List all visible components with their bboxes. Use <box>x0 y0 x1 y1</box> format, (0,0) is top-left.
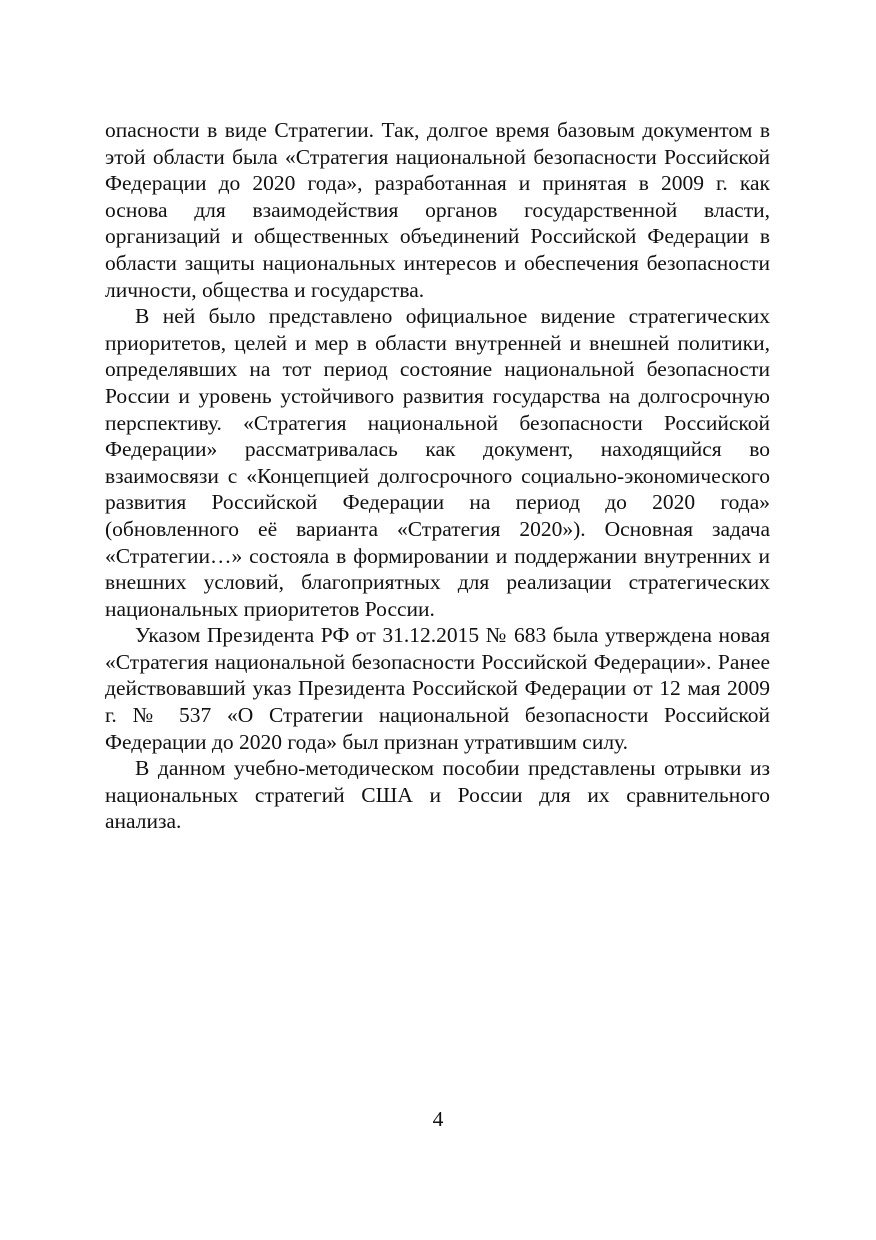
paragraph-2: В ней было представлено официальное видение стратегических приоритетов, целей и мер в области внутренней и внешней политики, определявших на тот период состояние национальной безопасности России и уровень устойчивого развития государства на долгосрочную перспективу. «Стратегия национальной безопасности Российской Федерации» рассматривалась как документ, находящийся во взаимосвязи с «Концепцией долгосрочного социально-экономического развития Российской Федерации на период до 2020 года» (обновленного её варианта «Стратегия 2020»). Основная задача «Стратегии…» состояла в формировании и поддержании внутренних и внешних условий, благоприятных для реализации стратегических национальных приоритетов России. <box>105 304 770 621</box>
paragraph-4: В данном учебно-методическом пособии представлены отрывки из национальных стратегий США и России для их сравнительного анализа. <box>105 756 770 834</box>
body-text <box>105 117 770 835</box>
paragraph-3: Указом Президента РФ от 31.12.2015 № 683 была утверждена новая «Стратегия национальной безопасности Российской Федерации». Ранее действовавший указ Президента Российской Федерации от 12 мая 2009 г. № 537 «О Стратегии национальной безопасности Российской Федерации до 2020 года» был признан утратившим силу. <box>105 623 770 754</box>
page-number: 4 <box>432 1107 444 1131</box>
paragraph-1: опасности в виде Стратегии. Так, долгое время базовым документом в этой области была «Стратегия национальной безопасности Российской Федерации до 2020 года», разработанная и принятая в 2009 г. как основа для взаимодействия органов государственной власти, организаций и общественных объединений Российской Федерации в области защиты национальных интересов и обеспечения безопасности личности, общества и государства. <box>105 118 770 302</box>
